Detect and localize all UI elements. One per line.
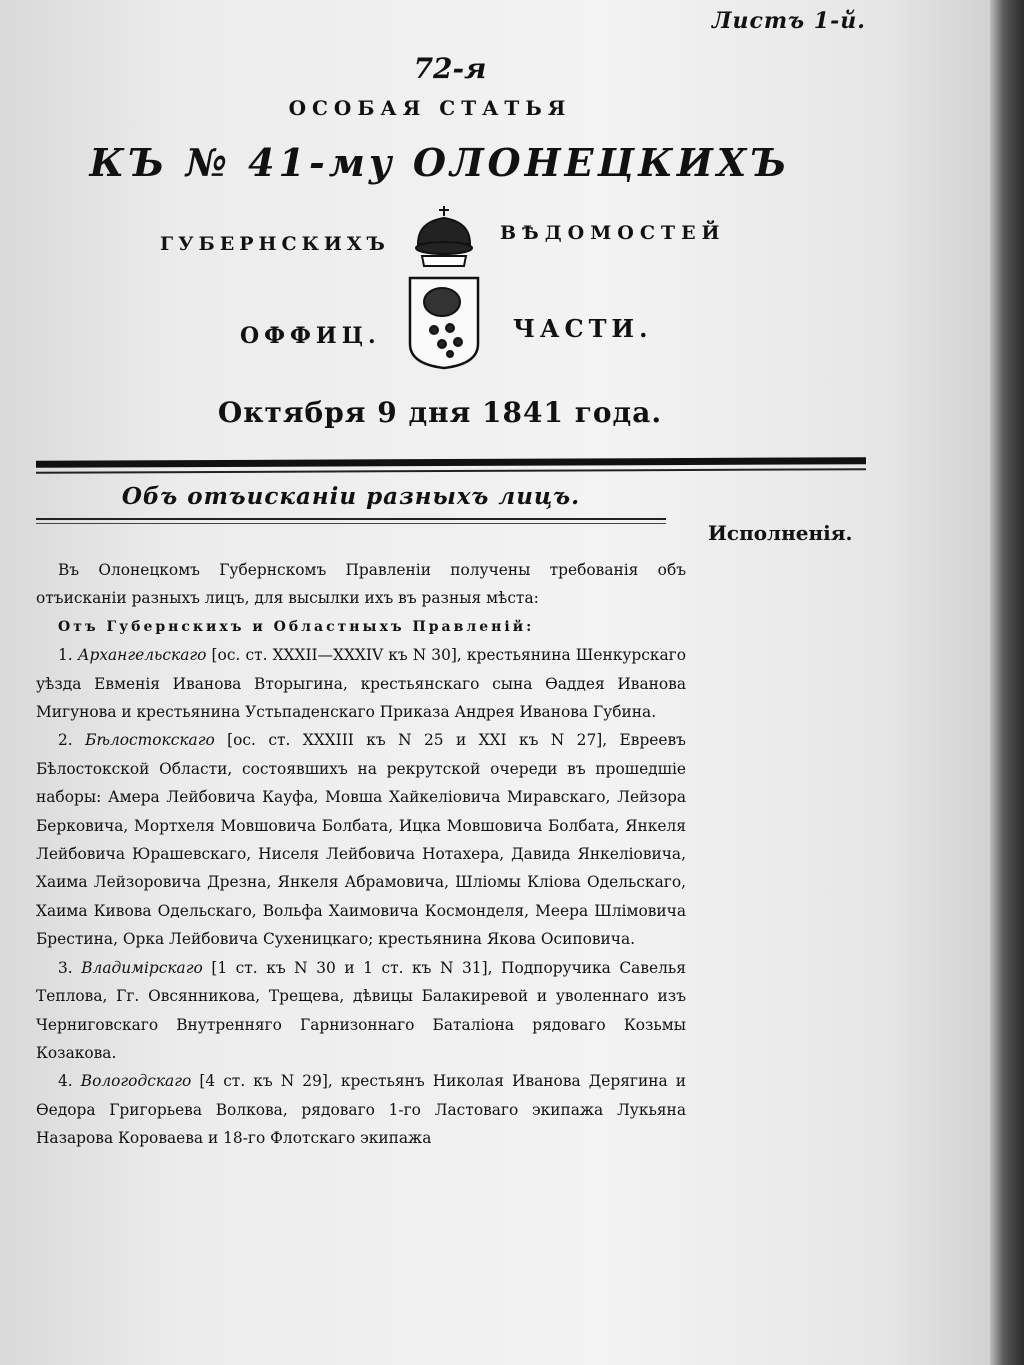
- sheet-number: Листъ 1-й.: [712, 8, 866, 34]
- special-article-heading: ОСОБАЯ СТАТЬЯ: [288, 96, 572, 120]
- article-body: [36, 556, 686, 1153]
- section-title: Объ отъисканіи разныхъ лицъ.: [121, 483, 581, 510]
- item-text: [ос. ст. XXXIII къ N 25 и XXI къ N 27], Евреевъ Бѣлостокской Области, состоявшихъ на рекрутской очереди въ прошедшіе наборы: Амера Лейбовича Кауфа, Мовша Хайкелiовича Миравскаго, Лейзора Берковича, Мортхеля Мовшовича Болбата, Ицка Мовшовича Болбата, Янкеля Лейбовича Юрашевскаго, Ниселя Лейбовича Нотахера, Давида Янкеліовича, Хаима Лейзоровича Дрезна, Янкеля Абрамовича, Шліомы Кліова Одельскаго, Хаима Кивова Одельскаго, Вольфа Хаимовича Космонделя, Меера Шлімовича Брестина, Орка Лейбовича Сухеницкаго; крестьянина Якова Осиповича.: [36, 731, 686, 949]
- masthead-chasti: ЧАСТИ.: [513, 314, 653, 343]
- item-number: 3.: [58, 958, 73, 977]
- list-item: [36, 641, 686, 726]
- side-column-heading: Исполненія.: [708, 521, 853, 545]
- item-place: Вологодскаго: [80, 1072, 192, 1091]
- item-text: [ос. ст. XXXII—XXXIV къ N 30], крестьянина Шенкурскаго уѣзда Евменія Иванова Вторыгина, крестьянскаго сына Ѳаддея Иванова Мигунова и крестьянина Устьпаденскаго Приказа Андрея Иванова Губина.: [36, 646, 686, 722]
- item-number: 2.: [58, 731, 73, 750]
- issue-date: Октября 9 дня 1841 года.: [217, 396, 663, 429]
- item-number: 1.: [58, 646, 73, 665]
- crown-coat-of-arms-icon: [404, 204, 484, 372]
- item-text: [1 ст. къ N 30 и 1 ст. къ N 31], Подпоручика Савелья Теплова, Гг. Овсянникова, Трещева, дѣвицы Балакиревой и уволеннаго изъ Черниговскаго Внутренняго Гарнизоннаго Баталіона рядоваго Козьмы Козакова.: [36, 958, 686, 1062]
- list-item: [36, 1067, 686, 1152]
- masthead-title: КЪ № 41-му ОЛОНЕЦКИХЪ: [89, 140, 791, 185]
- from-heading: Отъ Губернскихъ и Областныхъ Правленій:: [58, 618, 535, 635]
- page-edge: [990, 0, 1024, 1365]
- item-place: Владимірскаго: [81, 958, 203, 977]
- masthead-gubern: ГУБЕРНСКИХЪ: [160, 233, 390, 255]
- item-place: Архангельскаго: [77, 646, 207, 665]
- item-text: [4 ст. къ N 29], крестьянъ Николая Иванова Дерягина и Ѳедора Григорьева Волкова, рядоваго 1-го Ластоваго экипажа Лукьяна Назарова Короваева и 18-го Флотскаго экипажа: [36, 1072, 686, 1148]
- divider-thin: [36, 518, 666, 520]
- masthead-vedomostey: ВѢДОМОСТЕЙ: [500, 222, 726, 244]
- list-item: [36, 954, 686, 1068]
- masthead-offic: ОФФИЦ.: [240, 323, 381, 349]
- list-item: [36, 726, 686, 953]
- item-place: Бѣлостокскаго: [85, 731, 215, 750]
- item-number: 4.: [58, 1072, 73, 1091]
- issue-number: 72-я: [413, 52, 487, 85]
- intro-paragraph: Въ Олонецкомъ Губернскомъ Правленіи получены требованія объ отъисканіи разныхъ лицъ, для высылки ихъ въ разныя мѣста:: [36, 561, 686, 608]
- divider-thin: [36, 523, 666, 524]
